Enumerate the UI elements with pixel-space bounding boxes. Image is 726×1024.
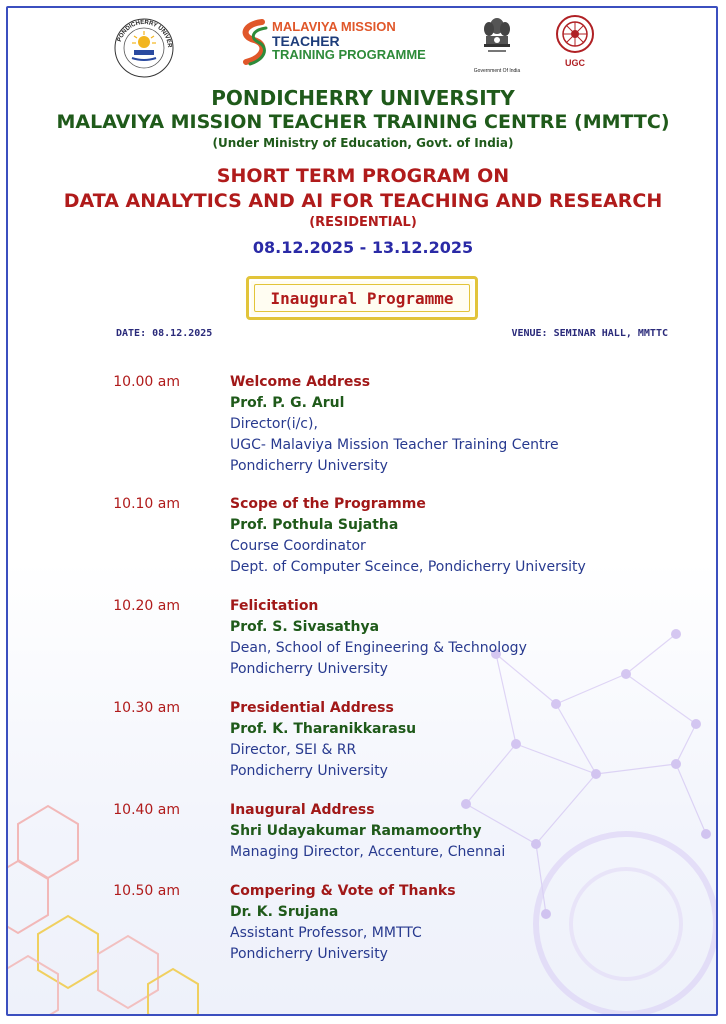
mmttc-swoosh-icon bbox=[236, 18, 272, 68]
speaker-name: Shri Udayakumar Ramamoorthy bbox=[230, 823, 482, 839]
event-date: DATE: 08.12.2025 bbox=[116, 328, 213, 339]
government-of-india-emblem bbox=[472, 14, 522, 76]
schedule-title: Presidential Address bbox=[230, 700, 394, 716]
speaker-name: Prof. P. G. Arul bbox=[230, 395, 345, 411]
ugc-emblem-icon bbox=[555, 14, 595, 54]
ashoka-emblem-icon bbox=[480, 14, 514, 64]
speaker-detail: Pondicherry University bbox=[230, 661, 388, 677]
speaker-detail: Dept. of Computer Sceince, Pondicherry University bbox=[230, 559, 586, 575]
speaker-detail: Pondicherry University bbox=[230, 763, 388, 779]
svg-text:PONDICHERRY UNIVERSITY: PONDICHERRY UNIVER bbox=[116, 19, 173, 48]
schedule-time: 10.40 am bbox=[113, 802, 180, 818]
university-name: PONDICHERRY UNIVERSITY bbox=[211, 86, 515, 110]
schedule-title: Welcome Address bbox=[230, 374, 371, 390]
pondicherry-university-logo bbox=[112, 16, 176, 80]
event-venue: VENUE: SEMINAR HALL, MMTTC bbox=[511, 328, 668, 339]
speaker-detail: Course Coordinator bbox=[230, 538, 366, 554]
program-mode: (RESIDENTIAL) bbox=[309, 215, 417, 230]
schedule-time: 10.20 am bbox=[113, 598, 180, 614]
schedule-time: 10.50 am bbox=[113, 883, 180, 899]
program-dates: 08.12.2025 - 13.12.2025 bbox=[252, 238, 474, 257]
ugc-caption: UGC bbox=[565, 58, 585, 68]
program-title-line1: SHORT TERM PROGRAM ON bbox=[216, 165, 510, 187]
government-of-india-caption: Government Of India bbox=[473, 68, 521, 74]
speaker-detail: Assistant Professor, MMTTC bbox=[230, 925, 422, 941]
speaker-detail: Director, SEI & RR bbox=[230, 742, 357, 758]
speaker-detail: Pondicherry University bbox=[230, 458, 388, 474]
schedule-title: Felicitation bbox=[230, 598, 319, 614]
schedule-title: Scope of the Programme bbox=[230, 496, 426, 512]
schedule-time: 10.10 am bbox=[113, 496, 180, 512]
speaker-name: Prof. S. Sivasathya bbox=[230, 619, 380, 635]
speaker-detail: Managing Director, Accenture, Chennai bbox=[230, 844, 506, 860]
header bbox=[0, 86, 726, 262]
program-title-line2: DATA ANALYTICS AND AI FOR TEACHING AND RESEARCH bbox=[63, 190, 663, 212]
mmttc-logo bbox=[236, 14, 426, 74]
centre-name: MALAVIYA MISSION TEACHER TRAINING CENTRE (MMTTC) bbox=[56, 111, 670, 133]
speaker-detail: UGC- Malaviya Mission Teacher Training Centre bbox=[230, 437, 559, 453]
mmttc-logo-line1: MALAVIYA MISSION bbox=[272, 19, 396, 34]
inaugural-banner bbox=[246, 276, 478, 320]
mmttc-logo-line3: TRAINING PROGRAMME bbox=[272, 47, 426, 62]
speaker-detail: Director(i/c), bbox=[230, 416, 318, 432]
schedule-time: 10.30 am bbox=[113, 700, 180, 716]
speaker-name: Dr. K. Srujana bbox=[230, 904, 339, 920]
speaker-name: Prof. Pothula Sujatha bbox=[230, 517, 399, 533]
mmttc-logo-line2: TEACHER bbox=[272, 33, 340, 49]
ministry-note: (Under Ministry of Education, Govt. of India) bbox=[212, 136, 514, 150]
speaker-detail: Dean, School of Engineering & Technology bbox=[230, 640, 527, 656]
speaker-detail: Pondicherry University bbox=[230, 946, 388, 962]
inaugural-banner-label: Inaugural Programme bbox=[254, 284, 470, 312]
schedule-title: Inaugural Address bbox=[230, 802, 375, 818]
speaker-name: Prof. K. Tharanikkarasu bbox=[230, 721, 417, 737]
schedule-time: 10.00 am bbox=[113, 374, 180, 390]
ugc-logo bbox=[550, 14, 600, 76]
schedule-title: Compering & Vote of Thanks bbox=[230, 883, 456, 899]
